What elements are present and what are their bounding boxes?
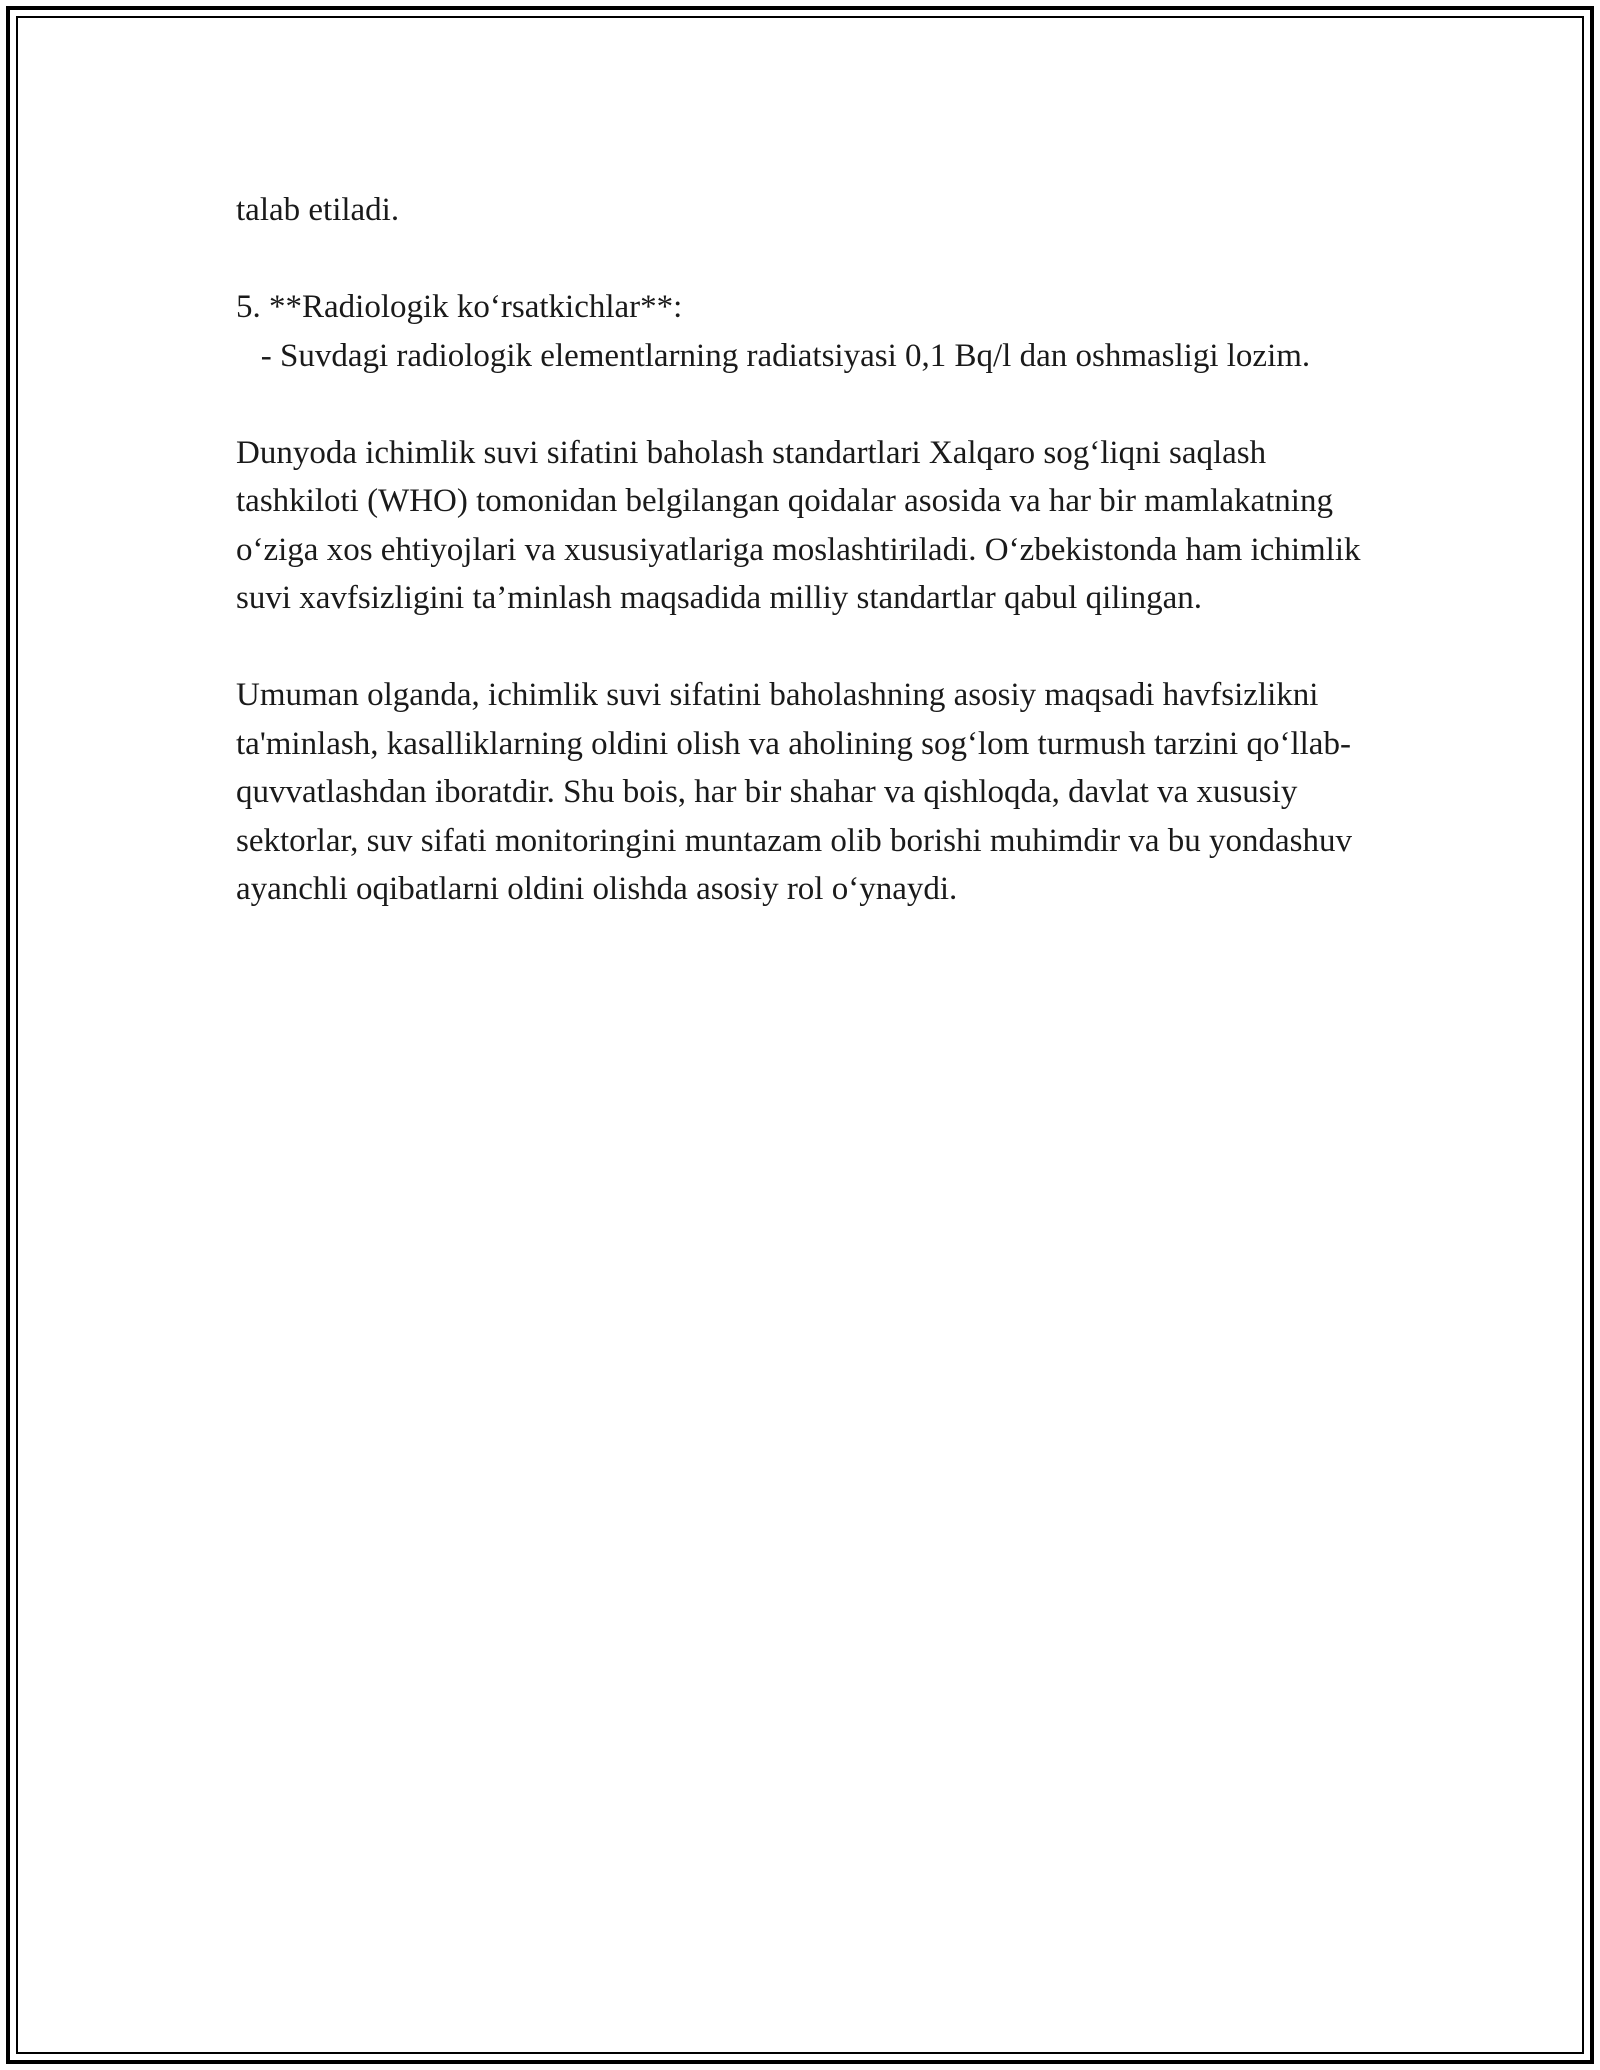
- continuation-text: talab etiladi.: [236, 192, 400, 228]
- body-paragraph: Umuman olganda, ichimlik suvi sifatini baholashning asosiy maqsadi havfsizlikni ta'minlash, kasalliklarning oldini olish va aholining sog‘lom turmush tarzini qo‘llab-quvvatlashdan iboratdir. Shu bois, har bir shahar va qishloqda, davlat va xususiy sektorlar, suv sifati monitoringini muntazam olib borishi muhimdir va bu yondashuv ayanchli oqibatlarni oldini olishda asosiy rol o‘ynaydi.: [236, 677, 1361, 907]
- paragraph-spacer: [236, 623, 1366, 672]
- document-body: [236, 186, 1369, 914]
- list-item: - Suvdagi radiologik elementlarning radiatsiyasi 0,1 Bq/l dan oshmasligi lozim.: [236, 337, 1311, 374]
- paragraph-spacer: [236, 235, 1366, 284]
- body-paragraph: Dunyoda ichimlik suvi sifatini baholash standartlari Xalqaro sog‘liqni saqlash tashkiloti (WHO) tomonidan belgilangan qoidalar asosida va har bir mamlakatning o‘ziga xos ehtiyojlari va xususiyatlariga moslashtiriladi. O‘zbekistonda ham ichimlik suvi xavfsizligini ta’minlash maqsadida milliy standartlar qabul qilingan.: [236, 434, 1369, 616]
- section-heading: 5. **Radiologik ko‘rsatkichlar**:: [236, 289, 683, 325]
- paragraph-spacer: [236, 380, 1366, 429]
